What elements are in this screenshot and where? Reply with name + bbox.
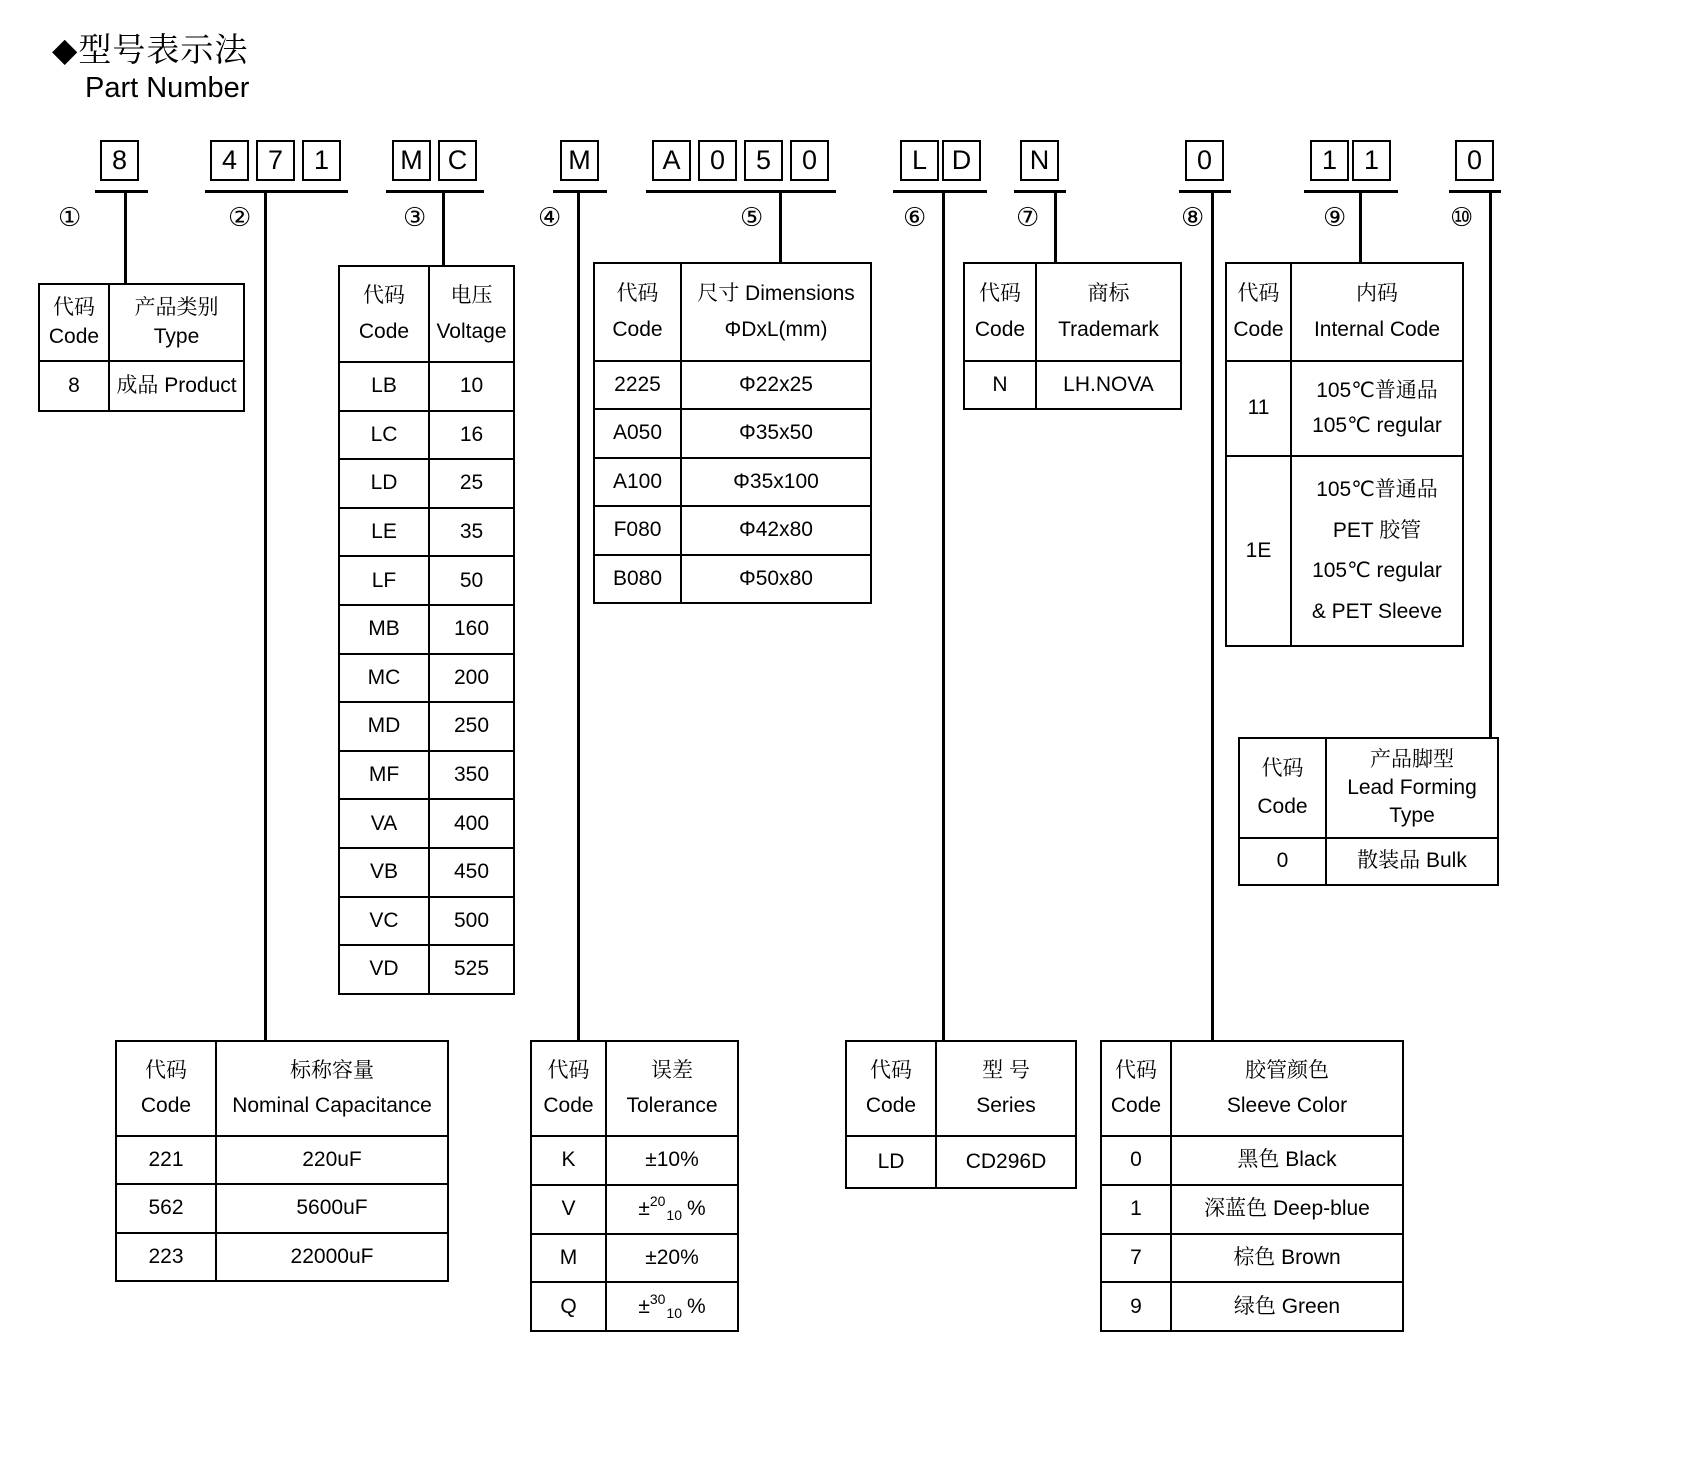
column-header-code — [340, 267, 430, 363]
header-series-zh: 型 号 — [982, 1058, 1030, 1082]
column-header-code — [1102, 1042, 1172, 1137]
group-underline-4 — [553, 190, 607, 193]
group-marker-7: ⑦ — [1016, 202, 1040, 232]
group-underline-1 — [95, 190, 148, 193]
connector-line-9 — [1359, 190, 1362, 262]
tolerance-upper: 30 — [649, 1291, 666, 1308]
code-cell: V — [532, 1186, 607, 1235]
value-cell: Φ35x100 — [682, 459, 872, 507]
pn-char-box: 4 — [210, 140, 249, 181]
code-cell: MF — [340, 752, 430, 801]
group-underline-7 — [1014, 190, 1066, 193]
header-code-zh: 代码 — [1115, 1058, 1157, 1082]
column-header-capacitance — [217, 1042, 449, 1137]
internal-code-line: & PET Sleeve — [1311, 599, 1443, 623]
connector-line-2 — [264, 190, 267, 1040]
code-cell: MD — [340, 703, 430, 752]
header-code-en: Code — [1110, 1094, 1162, 1118]
header-trademark-en: Trademark — [1058, 318, 1159, 342]
code-cell: K — [532, 1137, 607, 1186]
value-cell: 散装品 Bulk — [1327, 839, 1499, 886]
pn-char-box: 7 — [256, 140, 295, 181]
code-cell: F080 — [595, 507, 682, 555]
header-code-en: Code — [543, 1094, 594, 1118]
header-trademark-zh: 商标 — [1087, 281, 1130, 305]
header-code-zh: 代码 — [1237, 281, 1280, 305]
pn-char-box: 1 — [1352, 140, 1391, 181]
pn-char-box: 0 — [698, 140, 737, 181]
connector-line-8 — [1211, 190, 1214, 1040]
connector-line-7 — [1054, 190, 1057, 262]
group-underline-9 — [1304, 190, 1398, 193]
group-marker-9: ⑨ — [1323, 202, 1347, 232]
table-series — [845, 1040, 1077, 1189]
header-code-zh: 代码 — [363, 283, 405, 307]
column-header-voltage — [430, 267, 515, 363]
header-type-zh: 产品类别 — [134, 295, 219, 319]
group-marker-5: ⑤ — [740, 202, 764, 232]
pn-char-box: D — [942, 140, 981, 181]
column-header-code — [532, 1042, 607, 1137]
value-cell: ±20% — [607, 1235, 739, 1284]
header-tolerance-zh: 误差 — [651, 1058, 693, 1082]
column-header-dimensions — [682, 264, 872, 362]
column-header-lead-forming — [1327, 739, 1499, 839]
code-cell: LD — [340, 460, 430, 509]
group-underline-8 — [1179, 190, 1231, 193]
tolerance-upper: 20 — [649, 1193, 666, 1210]
code-cell: 1E — [1227, 457, 1292, 647]
value-cell: 500 — [430, 898, 515, 947]
column-header-internal-code — [1292, 264, 1464, 362]
value-cell: 25 — [430, 460, 515, 509]
table-voltage — [338, 265, 515, 995]
code-cell: M — [532, 1235, 607, 1284]
group-underline-10 — [1449, 190, 1501, 193]
pn-char-box: M — [560, 140, 599, 181]
header-code-zh: 代码 — [145, 1058, 187, 1082]
column-header-code — [965, 264, 1037, 362]
column-header-tolerance — [607, 1042, 739, 1137]
code-cell: 11 — [1227, 362, 1292, 457]
value-cell: Φ50x80 — [682, 556, 872, 604]
code-cell: MC — [340, 655, 430, 704]
header-code-en: Code — [358, 319, 410, 343]
pn-char-box: A — [652, 140, 691, 181]
pn-char-box: 0 — [1455, 140, 1494, 181]
column-header-code — [595, 264, 682, 362]
internal-code-line: 105℃普通品 — [1316, 378, 1438, 402]
code-cell: Q — [532, 1283, 607, 1332]
code-cell: LE — [340, 509, 430, 558]
header-series-en: Series — [976, 1094, 1036, 1118]
value-cell: 200 — [430, 655, 515, 704]
value-cell: ±10% — [607, 1137, 739, 1186]
connector-line-6 — [942, 190, 945, 1040]
value-cell: Φ42x80 — [682, 507, 872, 555]
connector-line-1 — [124, 190, 127, 283]
value-cell: 深蓝色 Deep-blue — [1172, 1186, 1404, 1235]
internal-code-line: 105℃ regular — [1312, 559, 1442, 583]
value-cell: 450 — [430, 849, 515, 898]
group-underline-2 — [205, 190, 348, 193]
table-capacitance — [115, 1040, 449, 1282]
column-header-code — [1227, 264, 1292, 362]
value-cell: 绿色 Green — [1172, 1283, 1404, 1332]
table-product-type — [38, 283, 245, 412]
table-lead-forming — [1238, 737, 1499, 886]
column-header-code — [847, 1042, 937, 1137]
pn-char-box: 8 — [100, 140, 139, 181]
internal-code-line: PET 胶管 — [1332, 518, 1422, 542]
header-code-zh: 代码 — [53, 295, 95, 319]
code-cell: VC — [340, 898, 430, 947]
value-cell: 10 — [430, 363, 515, 412]
header-tolerance-en: Tolerance — [626, 1094, 718, 1118]
value-cell: 22000uF — [217, 1234, 449, 1282]
code-cell: LF — [340, 557, 430, 606]
header-type-en: Type — [153, 325, 200, 349]
value-cell: 525 — [430, 946, 515, 995]
percent-sign: % — [687, 1294, 706, 1318]
pn-char-box: 1 — [1310, 140, 1349, 181]
group-marker-2: ② — [228, 202, 252, 232]
group-marker-6: ⑥ — [903, 202, 927, 232]
plus-minus-sign: ± — [638, 1294, 650, 1318]
value-cell: Φ35x50 — [682, 410, 872, 458]
header-capacitance-zh: 标称容量 — [290, 1058, 374, 1082]
header-code-zh: 代码 — [1261, 757, 1304, 781]
table-tolerance — [530, 1040, 739, 1332]
code-cell: 221 — [117, 1137, 217, 1185]
value-cell: 400 — [430, 800, 515, 849]
internal-code-line: 105℃ regular — [1312, 414, 1442, 438]
value-cell: LH.NOVA — [1037, 362, 1182, 410]
value-cell: 50 — [430, 557, 515, 606]
group-marker-3: ③ — [403, 202, 427, 232]
code-cell: MB — [340, 606, 430, 655]
column-header-code — [1240, 739, 1327, 839]
pn-char-box: 0 — [1185, 140, 1224, 181]
header-code-en: Code — [1257, 794, 1308, 818]
header-voltage-zh: 电压 — [450, 283, 493, 307]
connector-line-10 — [1489, 190, 1492, 737]
code-cell: 1 — [1102, 1186, 1172, 1235]
value-cell: 黑色 Black — [1172, 1137, 1404, 1186]
tolerance-lower: 10 — [666, 1207, 682, 1224]
code-cell: 7 — [1102, 1235, 1172, 1284]
header-dimensions-zh: 尺寸 Dimensions — [697, 281, 855, 305]
header-lead-forming-en2: Type — [1389, 803, 1435, 827]
column-header-sleeve-color — [1172, 1042, 1404, 1137]
value-cell: 220uF — [217, 1137, 449, 1185]
code-cell: LC — [340, 412, 430, 461]
group-underline-6 — [893, 190, 987, 193]
header-sleeve-color-zh: 胶管颜色 — [1245, 1058, 1329, 1082]
header-code-zh: 代码 — [870, 1058, 912, 1082]
header-dimensions-en: ΦDxL(mm) — [724, 318, 828, 342]
group-marker-8: ⑧ — [1181, 202, 1205, 232]
code-cell: LD — [847, 1137, 937, 1189]
page-title-en: Part Number — [85, 72, 250, 104]
value-cell: CD296D — [937, 1137, 1077, 1189]
table-sleeve-color — [1100, 1040, 1404, 1332]
tolerance-asymmetric-value — [638, 1193, 706, 1224]
value-cell: 160 — [430, 606, 515, 655]
percent-sign: % — [687, 1197, 706, 1221]
header-code-zh: 代码 — [547, 1058, 590, 1082]
header-lead-forming-en1: Lead Forming — [1347, 775, 1477, 799]
group-marker-1: ① — [58, 202, 82, 232]
code-cell: 0 — [1102, 1137, 1172, 1186]
header-code-en: Code — [1233, 318, 1284, 342]
header-lead-forming-zh: 产品脚型 — [1370, 747, 1454, 771]
code-cell: 0 — [1240, 839, 1327, 886]
value-cell: 250 — [430, 703, 515, 752]
tolerance-lower: 10 — [666, 1305, 682, 1322]
connector-line-3 — [442, 190, 445, 265]
header-code-en: Code — [974, 318, 1026, 342]
pn-char-box: 1 — [302, 140, 341, 181]
value-cell: 成品 Product — [110, 362, 245, 412]
value-cell — [607, 1186, 739, 1235]
header-code-en: Code — [612, 318, 663, 342]
header-code-zh: 代码 — [616, 281, 659, 305]
column-header-trademark — [1037, 264, 1182, 362]
header-internal-code-zh: 内码 — [1356, 281, 1398, 305]
code-cell: A050 — [595, 410, 682, 458]
group-underline-5 — [646, 190, 836, 193]
internal-code-line: 105℃普通品 — [1316, 478, 1438, 502]
column-header-code — [117, 1042, 217, 1137]
code-cell: VD — [340, 946, 430, 995]
value-cell: Φ22x25 — [682, 362, 872, 410]
code-cell: VA — [340, 800, 430, 849]
table-internal-code — [1225, 262, 1464, 647]
code-cell: 562 — [117, 1185, 217, 1233]
header-internal-code-en: Internal Code — [1313, 318, 1441, 342]
plus-minus-sign: ± — [638, 1197, 650, 1221]
header-capacitance-en: Nominal Capacitance — [232, 1094, 432, 1118]
group-underline-3 — [386, 190, 484, 193]
header-sleeve-color-en: Sleeve Color — [1226, 1094, 1348, 1118]
header-code-en: Code — [140, 1094, 192, 1118]
value-cell — [1292, 362, 1464, 457]
pn-char-box: M — [392, 140, 431, 181]
value-cell: 16 — [430, 412, 515, 461]
pn-char-box: N — [1020, 140, 1059, 181]
connector-line-5 — [779, 190, 782, 262]
header-code-en: Code — [48, 325, 100, 349]
code-cell: 223 — [117, 1234, 217, 1282]
column-header-code — [40, 285, 110, 362]
column-header-series — [937, 1042, 1077, 1137]
pn-char-box: 0 — [790, 140, 829, 181]
connector-line-4 — [577, 190, 580, 1040]
page-title-zh: ◆型号表示法 — [52, 31, 249, 68]
table-dimensions — [593, 262, 872, 604]
header-code-zh: 代码 — [979, 281, 1021, 305]
header-voltage-en: Voltage — [436, 319, 507, 343]
pn-char-box: C — [438, 140, 477, 181]
code-cell: 9 — [1102, 1283, 1172, 1332]
code-cell: 2225 — [595, 362, 682, 410]
value-cell: 350 — [430, 752, 515, 801]
header-code-en: Code — [865, 1094, 917, 1118]
tolerance-asymmetric-value — [638, 1291, 706, 1322]
pn-char-box: 5 — [744, 140, 783, 181]
pn-char-box: L — [900, 140, 939, 181]
value-cell: 35 — [430, 509, 515, 558]
group-marker-10: ⑩ — [1450, 202, 1474, 232]
value-cell — [1292, 457, 1464, 647]
value-cell: 棕色 Brown — [1172, 1235, 1404, 1284]
code-cell: B080 — [595, 556, 682, 604]
code-cell: A100 — [595, 459, 682, 507]
table-trademark — [963, 262, 1182, 410]
column-header-type — [110, 285, 245, 362]
group-marker-4: ④ — [538, 202, 562, 232]
code-cell: 8 — [40, 362, 110, 412]
code-cell: VB — [340, 849, 430, 898]
code-cell: N — [965, 362, 1037, 410]
value-cell — [607, 1283, 739, 1332]
value-cell: 5600uF — [217, 1185, 449, 1233]
code-cell: LB — [340, 363, 430, 412]
